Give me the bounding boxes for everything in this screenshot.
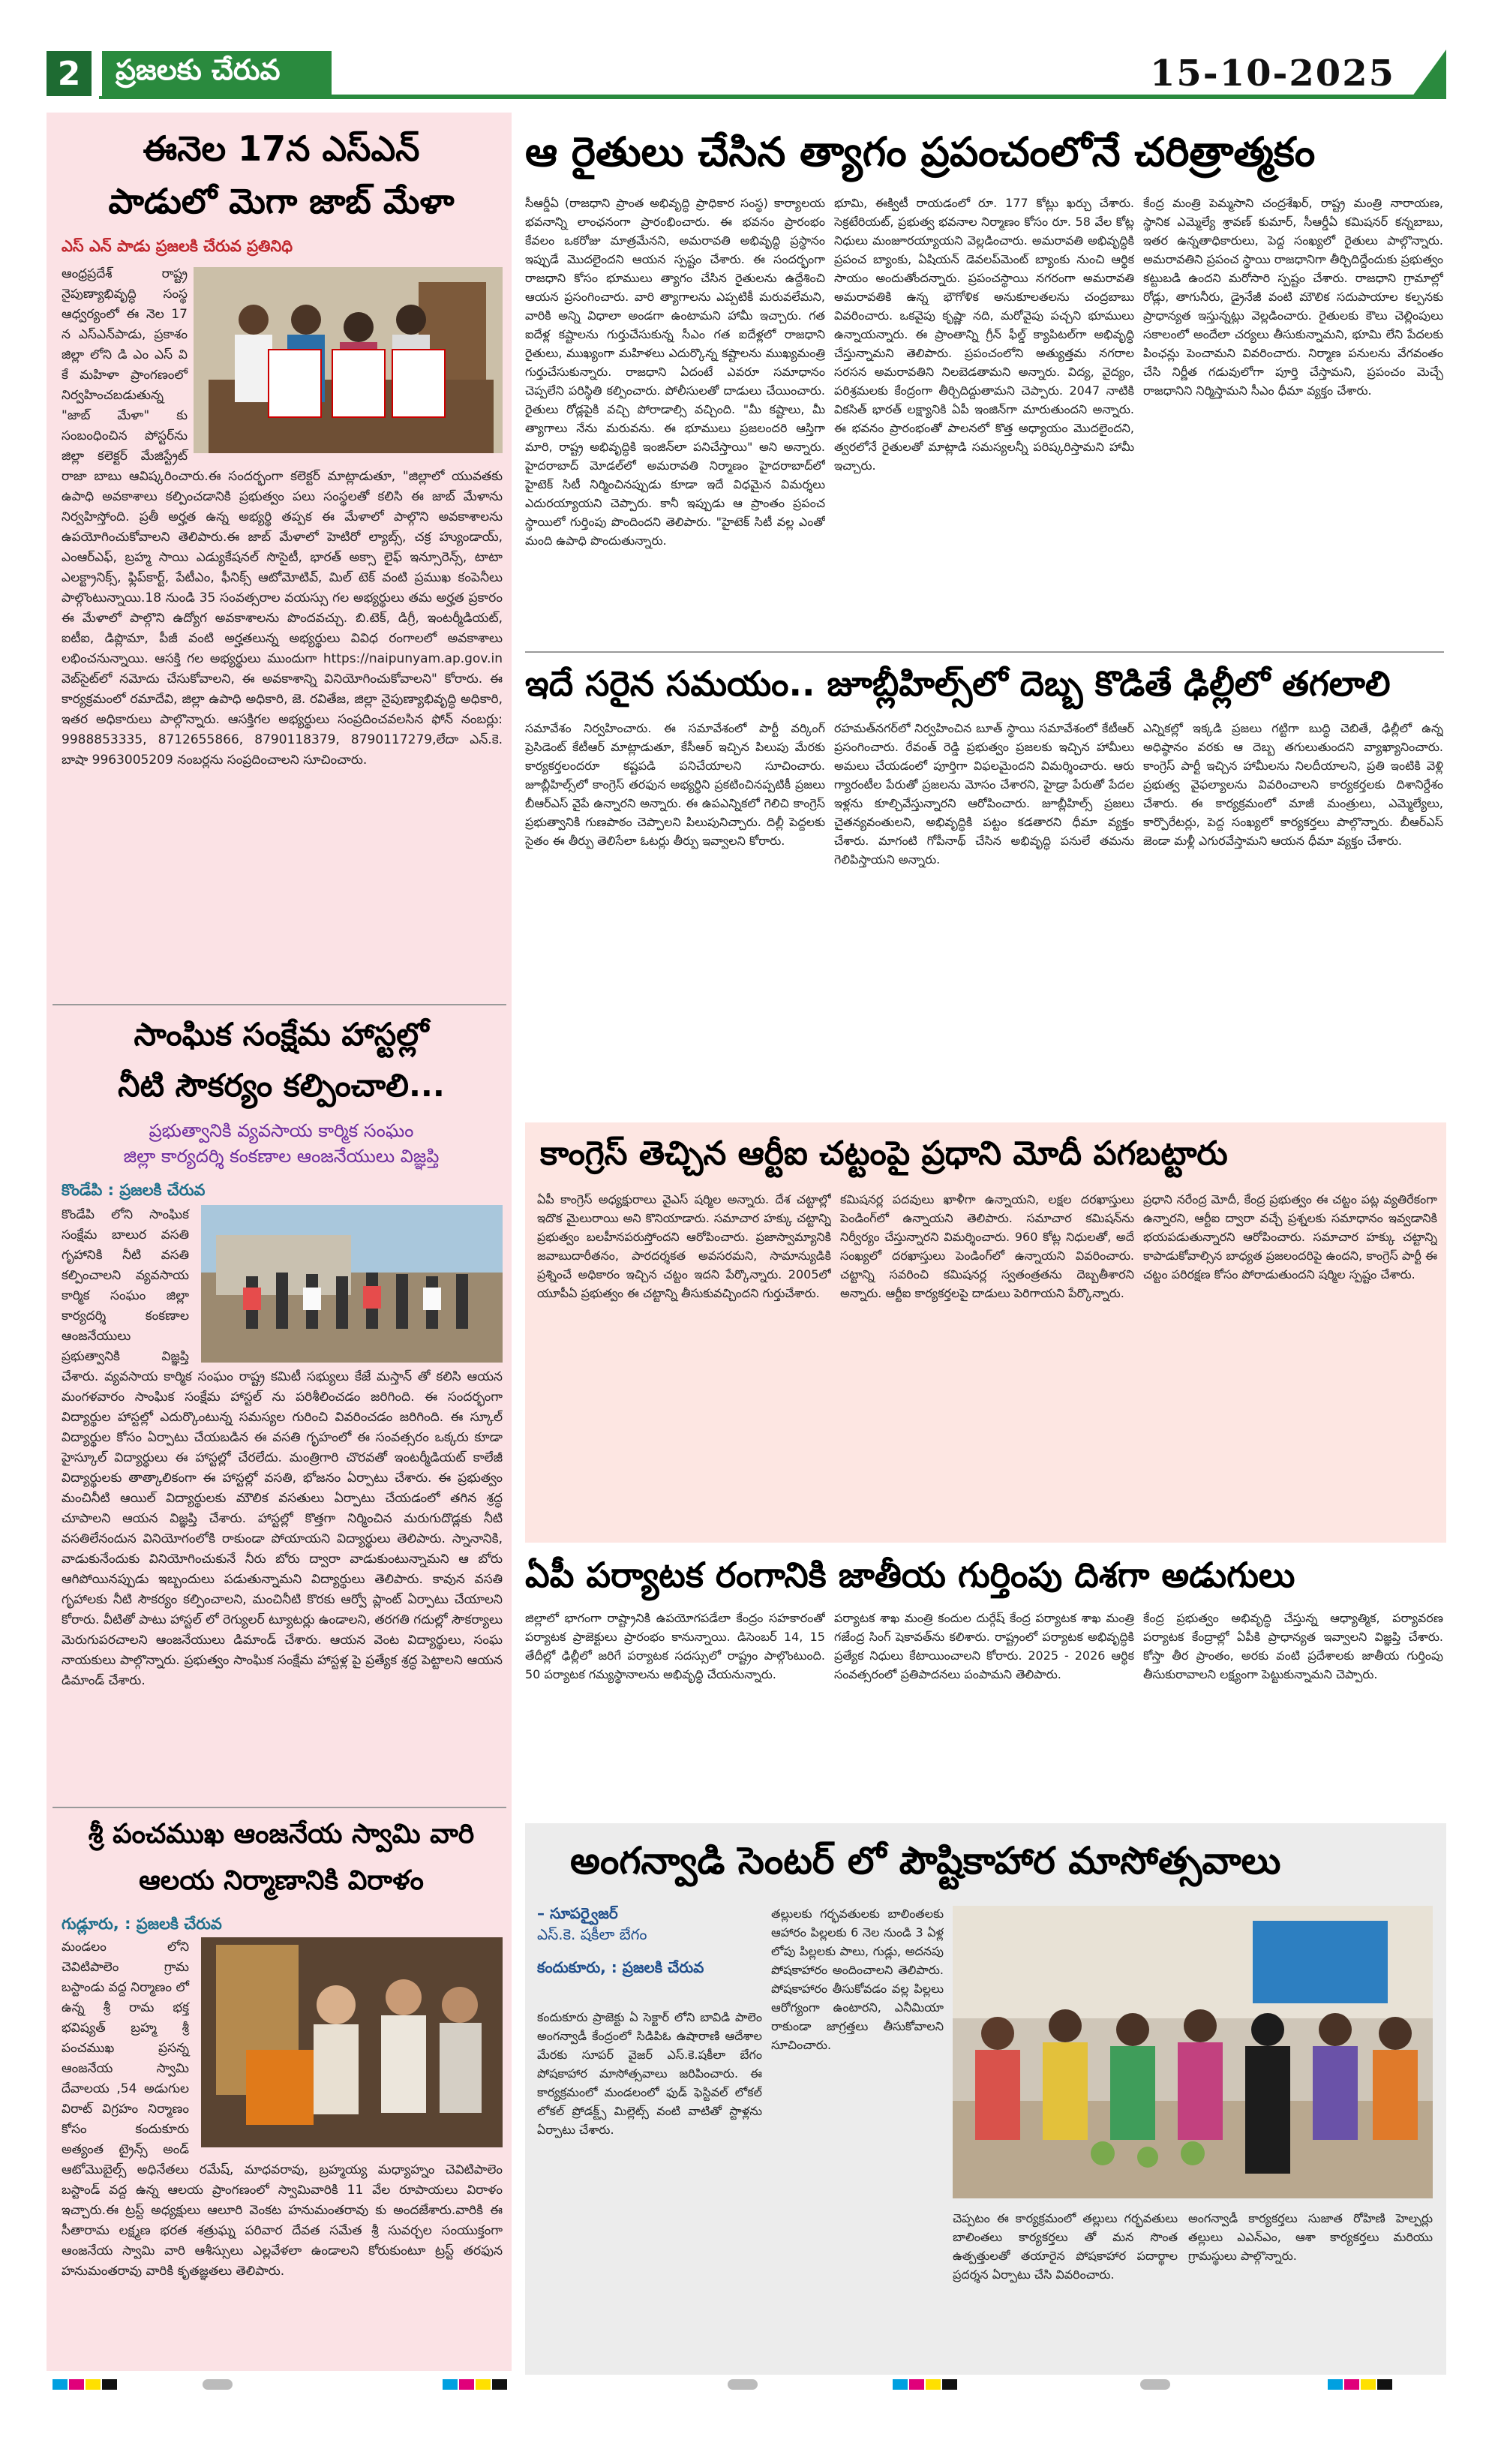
page-number: 2: [47, 51, 92, 96]
tourism-headline: ఏపీ పర్యాటక రంగానికి జాతీయ గుర్తింపు దిశగా అడుగులు: [525, 1555, 1295, 1595]
hostel-subhead-line2: జిల్లా కార్యదర్శి కంకణాల ఆంజనేయులు విజ్ఞప్తి: [123, 1146, 440, 1167]
farmers-col-1: సీఆర్డీఏ (రాజధాని ప్రాంత అభివృద్ధి ప్రాధికార సంస్థ) కార్యాలయ భవనాన్ని లాంఛనంగా ప్రారంభించారు. ఈ భవనం ప్రారంభం కేవలం ఒకరోజు మాత్రమేనని, అమరావతి అభివృద్ధి ప్రస్థానం ఇప్పుడే మొదలైందని ఆయన స్పష్టం చేశారు. ఈ సందర్భంగా రాజధాని కోసం భూములు త్యాగం చేసిన రైతులను ఉద్దేశించి ఆయన ప్రసంగించారు. వారి త్యాగాలను ఎప్పటికీ మరువలేమని, వారికి అన్ని విధాలా అండగా ఉంటామని హామీ ఇచ్చారు. గత ఐదేళ్ల కష్టాలను గుర్తుచేసుకున్న సీఎం గత ఐదేళ్లలో రాజధాని రైతులు, ముఖ్యంగా మహిళలు ఎదుర్కొన్న కష్టాలను ముఖ్యమంత్రి గుర్తుచేసుకున్నారు. రాజధాని ఏదంటే ఎవరూ సమాధానం చెప్పలేని పరిస్థితి కల్పించారు. పోలీసులతో దాడులు చేయించారు. రైతులు రోడ్లపైకి వచ్చి పోరాడాల్సి వచ్చింది. "మీ కష్టాలు, మీ త్యాగాలు నేను మరువను. ఈ భూములు ప్రజలందరి ఆస్తిగా మారి, రాష్ట్ర అభివృద్ధికి ఇంజిన్‌లా పనిచేస్తాయి" అని అన్నారు. హైదరాబాద్ మోడల్‌లో అమరావతి నిర్మాణం హైదరాబాద్‌లో హైటెక్ సిటీ నిర్మించినప్పుడు కూడా ఇదే విధమైన విమర్శలు ఎదురయ్యాయని చెప్పారు. కానీ ఇప్పుడు ఆ ప్రాంతం ప్రపంచ స్థాయిలో గుర్తింపు పొందిందని తెలిపారు. "హైటెక్ సిటీ వల్ల ఎంతో మంది ఉపాధి పొందుతున్నారు.: [525, 196, 825, 548]
temple-body-text: మండలం లోని చెవిటిపాలెం గ్రామ బస్టాండు వద్ద నిర్మాణం లో ఉన్న శ్రీ రామ భక్త భవిష్యత్ బ్రహ్మ శ్రీ పంచముఖ ప్రసన్న ఆంజనేయ స్వామి దేవాలయ ,54 అడుగుల విరాట్ విగ్రహం నిర్మాణం కోసం కందుకూరు అత్యంత ట్రైన్స్ అండ్ ఆటోమొబైల్స్ అధినేతలు రమేష్, మాధవరావు, బ్రహ్మయ్య మధ్యాహ్నం చెవిటిపాలెం బస్టాండ్ వద్ద ఉన్న ఆలయ ప్రాంగణంలో స్వామివారికి 11 వేల రూపాయలు విరాళం ఇచ్చారు.ఈ ట్రస్ట్ అధ్యక్షులు ఆలూరి వెంకట హనుమంతరావు కు అందజేశారు.వారికి ఈ సీతారామ లక్ష్మణ భరత శత్రుఘ్న పరివార దేవత సమేత శ్రీ సువర్చల సంయుక్తంగా ఆంజనేయ స్వామి వారి ఆశీస్సులు ఎల్లవేళలా ఉండాలని కోరుకుంటూ ట్రస్ట్ తరఫున హనుమంతరావు వారికి కృతజ్ఞతలు తెలిపారు.: [62, 1940, 503, 2279]
issue-date: 15-10-2025: [1149, 53, 1395, 95]
anganwadi-col-4: అంగన్వాడీ కార్యకర్తలు సుజాత రోహిణి హెల్పర్లు తల్లులు ఎఎన్ఎం, ఆశా కార్యకర్తలు మరియు గ్రామస్థులు పాల్గొన్నారు.: [1188, 2211, 1433, 2263]
jubilee-col-1: సమావేశం నిర్వహించారు. ఈ సమావేశంలో పార్టీ వర్కింగ్ ప్రెసిడెంట్ కేటీఆర్ మాట్లాడుతూ, కేసీఆర్ ఇచ్చిన పిలుపు మేరకు కార్యకర్తలందరూ కష్టపడి పనిచేయాలని సూచించారు. జూబ్లీహిల్స్‌లో కాంగ్రెస్ తరఫున అభ్యర్థిని ప్రకటించినప్పటికీ ప్రజలు బీఆర్ఎస్ వైపే ఉన్నారని అన్నారు. ఈ ఉపఎన్నికలో గెలిచి కాంగ్రెస్ ప్రభుత్వానికి గుణపాఠం చెప్పాలని పిలుపునిచ్చారు. దిల్లీ పెద్దలకు సైతం ఈ తీర్పు తెలిసేలా ఓటర్లు తీర్పు ఇవ్వాలని కోరారు.: [525, 721, 825, 848]
tourism-col-1: జిల్లాలో భాగంగా రాష్ట్రానికి ఉపయోగపడేలా కేంద్రం సహకారంతో పర్యాటక ప్రాజెక్టులు ప్రారంభం కానున్నాయి. డిసెంబర్ 14, 15 తేదీల్లో ఢిల్లీలో జరిగే పర్యాటక సదస్సులో రాష్ట్రం పాల్గొంటుంది. 50 పర్యాటక గమ్యస్థానాలను అభివృద్ధి చేయనున్నారు.: [525, 1611, 825, 1681]
temple-photo-illustration: [201, 1937, 503, 2147]
farmers-col-2: భూమి, ఈక్విటీ రాయడంలో రూ. 177 కోట్లు ఖర్చు చేశారు. సెక్రటేరియట్, ప్రభుత్వ భవనాల నిర్మాణం కోసం రూ. 58 వేల కోట్ల నిధులు మంజూరయ్యాయని వెల్లడించారు. అమరావతి అభివృద్ధికి ప్రపంచ బ్యాంకు, ఏషియన్ డెవలప్‌మెంట్ బ్యాంకు నుంచి ఆర్థిక సాయం అందుతోందన్నారు. ప్రపంచస్థాయి నగరంగా అమరావతి అమరావతికి ఉన్న భౌగోళిక అనుకూలతలను చంద్రబాబు వివరించారు. ఒకవైపు కృష్ణా నది, మరోవైపు పచ్చని భూములు ఉన్నాయన్నారు. ఈ ప్రాంతాన్ని గ్రీన్ ఫీల్డ్ క్యాపిటల్‌గా అభివృద్ధి చేస్తున్నామని తెలిపారు. ప్రపంచంలోని అత్యుత్తమ నగరాల సరసన అమరావతిని నిలబెడతామని అన్నారు. విద్య, వైద్యం, పరిశ్రమలకు కేంద్రంగా తీర్చిదిద్దుతామని చెప్పారు. 2047 నాటికి వికసిత్ భారత్ లక్ష్యానికి ఏపీ ఇంజిన్‌గా మారుతుందని అన్నారు. ఈ భవనం ప్రారంభంతో పాలనలో కొత్త అధ్యాయం మొదలైందని, త్వరలోనే రైతులతో మాట్లాడి సమస్యలన్నీ పరిష్కరిస్తామని హామీ ఇచ్చారు.: [834, 196, 1134, 473]
temple-title-line1: శ్రీ పంచముఖ ఆంజనేయ స్వామి వారి: [88, 1819, 475, 1850]
anganwadi-caption: చెప్పటం ఈ కార్యక్రమంలో తల్లులు గర్భవతులు బాలింతలు కార్యకర్తలు తో మన సొంత ఉత్పత్తులతో తయారైన పోషకాహార పదార్థాల ప్రదర్శన ఏర్పాటు చేసి వివరించారు.: [953, 2211, 1178, 2282]
hostel-body-text: కొండేపి లోని సాంఘిక సంక్షేమ బాలుర వసతి గృహానికి నీటి వసతి కల్పించాలని వ్యవసాయ కార్మిక సంఘం జిల్లా కార్యదర్శి కంకణాల ఆంజనేయులు ప్రభుత్వానికి విజ్ఞప్తి చేశారు. వ్యవసాయ కార్మిక సంఘం రాష్ట్ర కమిటీ సభ్యులు కేజే మస్తాన్ తో కలిసి ఆయన మంగళవారం సాంఘిక సంక్షేమ హాస్టల్ ను పరిశీలించడం జరిగింది. ఈ సందర్భంగా విద్యార్థుల హాస్టల్లో ఎదుర్కొంటున్న సమస్యల గురించి వివరించడం జరిగింది. ఈ స్కూల్ విద్యార్థుల కోసం ఏర్పాటు చేయబడిన ఈ వసతి గృహంలో ఈ సంవత్సరం ఒక్కరు కూడా హైస్కూల్ విద్యార్థులు ఈ హాస్టల్లో చేరలేదు. మంత్రిగారి చొరవతో ఇంటర్మీడియట్ కాలేజీ విద్యార్థులకు తాత్కాలికంగా ఈ హాస్టల్లో వసతి, భోజనం ఏర్పాటు చేశారు. ఈ ప్రభుత్వం మంచినీటి ఆయిల్ విద్యార్థులకు మౌలిక వసతులు ఏర్పాటు చేయడంలో తగిన శ్రద్ధ చూపాలని ఆయన విజ్ఞప్తి చేశారు. హాస్టల్లో కొత్తగా నిర్మించిన మరుగుదొడ్లకు నీటి వసతిలేనందున వినియోగంలోకి రాకుండా పోయాయని విద్యార్థులు తెలిపారు. స్నానానికి, వాడుకునేందుకు వినియోగించుకునే నీరు బోరు ద్వారా వాడుకుంటున్నామని ఆ బోరు ఆగిపోయినప్పుడు ఇబ్బందులు పడుతున్నామని విద్యార్థులు తెలిపారు. కావున వసతి గృహాలకు నీటి సౌకర్యం కల్పించాలని, మంచినీటి కొరకు ఆర్వో ప్లాంట్ ఏర్పాటు చేయాలని కోరారు. వీటితో పాటు హాస్టల్ లో రెగ్యులర్ ట్యూటర్లు ఉండాలని, తరగతి గదుల్లో సౌకర్యాలు మెరుగుపరచాలని ఆంజనేయులు డిమాండ్ చేశారు. ఆయన వెంట విద్యార్థులు, సంఘ నాయకులు పాల్గొన్నారు. ప్రభుత్వం సాంఘిక సంక్షేమ హాస్టళ్ల పై ప్రత్యేక శ్రద్ధ పెట్టాలని ఆయన డిమాండ్ చేశారు.: [62, 1207, 503, 1688]
rti-headline: కాంగ్రెస్ తెచ్చిన ఆర్టీఐ చట్టంపై ప్రధాని మోదీ పగబట్టారు: [540, 1134, 1228, 1173]
rti-col-2: కమిషనర్ల పదవులు ఖాళీగా ఉన్నాయని, లక్షల దరఖాస్తులు పెండింగ్‌లో ఉన్నాయని తెలిపారు. సమాచార కమిషన్‌ను నిర్వీర్యం చేస్తున్నారని విమర్శించారు. 960 కోట్ల నిధులతో, అదే సంఖ్యలో దరఖాస్తులు పెండింగ్‌లో ఉన్నాయని వివరించారు. చట్టాన్ని సవరించి కమిషనర్ల స్వతంత్రతను దెబ్బతీశారని అన్నారు. ఆర్టీఐ కార్యకర్తలపై దాడులు పెరిగాయని పేర్కొన్నారు.: [840, 1192, 1134, 1300]
right-divider-1: [525, 651, 1444, 653]
job-mela-title-line2: పాడులో మెగా జాబ్ మేళా: [108, 181, 455, 221]
job-mela-title-line1: ఈనెల 17న ఎస్ఎన్: [143, 128, 420, 169]
hostel-photo: [201, 1205, 503, 1363]
anganwadi-col-1: కందుకూరు ప్రాజెక్టు ఏ సెక్టార్ లోని బావిడి పాలెం అంగన్వాడీ కేంద్రంలో సిడిపిఓ ఉషారాణి ఆదేశాల మేరకు సూపర్ వైజర్ ఎస్.కె.షకీలా బేగం పోషకాహార మాసోత్సవాలు జరిపించారు. ఈ కార్యక్రమంలో మండలంలో ఫుడ్ ఫెస్టివల్ లోకల్ లోకల్ ప్రోడక్ట్స్ మిల్లెట్స్ వంటి వాటితో స్టాళ్లను ఏర్పాటు చేశారు.: [537, 2010, 762, 2137]
hostel-byline: కొండేపి : ప్రజలకి చేరువ: [62, 1181, 206, 1199]
photo-float-spacer: [188, 264, 503, 458]
temple-title-line2: ఆలయ నిర్మాణానికి విరాళం: [139, 1865, 424, 1896]
masthead: ప్రజలకు చేరువ: [99, 51, 332, 96]
jubilee-col-3: ఎన్నికల్లో ఇక్కడి ప్రజలు గట్టిగా బుద్ధి చెబితే, ఢిల్లీలో ఉన్న అధిష్ఠానం వరకు ఆ దెబ్బ తగులుతుందని వ్యాఖ్యానించారు. కాంగ్రెస్ పార్టీ ఇచ్చిన హామీలను నిలదీయాలని, ప్రతి ఇంటికి వెళ్లి ప్రభుత్వ వైఫల్యాలను వివరించాలని కార్యకర్తలకు దిశానిర్దేశం చేశారు. ఈ కార్యక్రమంలో మాజీ మంత్రులు, ఎమ్మెల్యేలు, కార్పొరేటర్లు, పెద్ద సంఖ్యలో కార్యకర్తలు పాల్గొన్నారు. బీఆర్ఎస్ జెండా మళ్లీ ఎగురవేస్తామని ఆయన ధీమా వ్యక్తం చేశారు.: [1143, 721, 1443, 848]
tourism-col-3: కేంద్ర ప్రభుత్వం అభివృద్ధి చేస్తున్న ఆధ్యాత్మిక, పర్యావరణ పర్యాటక కేంద్రాల్లో ఏపీకి ప్రాధాన్యత ఇవ్వాలని విజ్ఞప్తి చేశారు. కోస్తా తీర ప్రాంతం, అరకు వంటి ప్రదేశాలకు జాతీయ గుర్తింపు తీసుకురావాలని లక్ష్యంగా పెట్టుకున్నామని చెప్పారు.: [1143, 1611, 1443, 1681]
anganwadi-byline-role: – సూపర్వైజర్: [537, 1904, 618, 1922]
job-mela-byline: ఎస్ ఎన్ పాడు ప్రజలకి చేరువ ప్రతినిధి: [62, 237, 293, 255]
temple-photo: [201, 1937, 503, 2147]
jubilee-headline: ఇదే సరైన సమయం.. జూబ్లీహిల్స్‌లో దెబ్బ కొడితే ఢిల్లీలో తగలాలి: [525, 663, 1391, 704]
hostel-title-line2: నీటి సౌకర్యం కల్పించాలి...: [118, 1067, 445, 1104]
anganwadi-byline-name: ఎస్.కె. షకీలా బేగం: [537, 1925, 647, 1943]
hostel-title-line1: సాంఘిక సంక్షేమ హాస్టల్లో: [134, 1016, 429, 1053]
hostel-subhead-line1: ప్రభుత్వానికి వ్యవసాయ కార్మిక సంఘం: [149, 1120, 414, 1141]
anganwadi-col-2: తల్లులకు గర్భవతులకు బాలింతలకు ఆహారం పిల్లలకు 6 నెల నుండి 3 ఏళ్ల లోపు పిల్లలకు పాలు, గుడ్లు, అదనపు పోషకాహారం అందించాలని తెలిపారు. పోషకాహారం తీసుకోవడం వల్ల పిల్లలు ఆరోగ్యంగా ఉంటారని, ఎనీమియా రాకుండా జాగ్రత్తలు తీసుకోవాలని సూచించారు.: [771, 1907, 944, 2052]
job-mela-body: [62, 264, 503, 999]
temple-byline: గుడ్లూరు, : ప్రజలకి చేరువ: [62, 1915, 222, 1933]
farmers-headline: ఆ రైతులు చేసిన త్యాగం ప్రపంచంలోనే చరిత్రాత్మకం: [525, 128, 1316, 176]
rti-col-1: ఏపీ కాంగ్రెస్ అధ్యక్షురాలు వైఎస్ షర్మిల అన్నారు. దేశ చట్టాల్లో ఇదొక మైలురాయి అని కొనియాడారు. సమాచార హక్కు చట్టాన్ని ప్రభుత్వం బలహీనపరుస్తోందని ఆరోపించారు. ప్రజాస్వామ్యానికి జవాబుదారీతనం, పారదర్శకత అవసరమని, సామాన్యుడికి ప్రశ్నించే అధికారం ఇచ్చిన చట్టం ఇదని పేర్కొన్నారు. 2005లో యూపీఏ ప్రభుత్వం ఈ చట్టాన్ని తీసుకువచ్చిందని గుర్తుచేశారు.: [537, 1192, 831, 1300]
job-mela-body-text: ఆంధ్రప్రదేశ్ రాష్ట్ర నైపుణ్యాభివృద్ధి సంస్థ ఆధ్వర్యంలో ఈ నెల 17 న ఎస్ఎన్‌పాడు, ప్రకాశం జిల్లా లోని డి ఎం ఎస్ వి కే మహిళా ప్రాంగణంలో నిర్వహించబడుతున్న "జాబ్ మేళా" కు సంబంధించిన పోస్టర్‌ను జిల్లా కలెక్టర్ మేజిస్ట్రేట్ రాజా బాబు ఆవిష్కరించారు.ఈ సందర్భంగా కలెక్టర్ మాట్లాడుతూ, "జిల్లాలో యువతకు ఉపాధి అవకాశాలు కల్పించడానికి ప్రభుత్వం పలు సంస్థలతో కలిసి ఈ జాబ్ మేళాను నిర్వహిస్తోంది. ప్రతీ అర్హత ఉన్న అభ్యర్థి తప్పక ఈ మేళాలో పాల్గొని అవకాశాలను ఉపయోగించుకోవాలని తెలిపారు.ఈ జాబ్ మేళాలో హెటిరో ల్యాబ్స్, చక్ర హ్యుండాయ్, ఎంఆర్ఎఫ్, బ్రహ్మ సాయి ఎడ్యుకేషనల్ సొసైటీ, భారత్ అక్సా లైఫ్ ఇన్సూరెన్స్, టాటా ఎలక్ట్రానిక్స్, ఫ్లిప్‌కార్ట్, పేటీఎం, ఫీనిక్స్ ఆటోమోటివ్, మిల్ టెక్ వంటి ప్రముఖ కంపెనీలు పాల్గొంటున్నాయి.18 నుండి 35 సంవత్సరాల వయస్సు గల అభ్యర్థులు తమ అర్హత ప్రకారం ఈ మేళాలో పాల్గొని ఉద్యోగ అవకాశాలను పొందవచ్చు. బి.టెక్, డిగ్రీ, ఇంటర్మీడియట్, ఐటీఐ, డిప్లొమా, పీజీ వంటి అర్హతలున్న అభ్యర్థులు వివిధ రంగాలలో అవకాశాలు లభించనున్నాయి. ఆసక్తి గల అభ్యర్థులు ముందుగా https://naipunyam.ap.gov.in వెబ్‌సైట్‌లో నమోదు చేసుకోవాలని, ఈ అవకాశాన్ని వినియోగించుకోవాలని" కోరారు. ఈ కార్యక్రమంలో రమాదేవి, జిల్లా ఉపాధి అధికారి, జె. రవితేజ, జిల్లా నైపుణ్యాభివృద్ధి అధికారి, ఇతర అధికారులు పాల్గొన్నారు. ఆసక్తిగల అభ్యర్థులు సంప్రదించవలసిన ఫోన్ నంబర్లు: 9988853335, 8712655866, 8790118379, 8790117279,లేదా ఎన్.కె. బాషా 9963005209 నంబర్లను సంప్రదించాలని సూచించారు.: [62, 266, 503, 768]
farmers-col-3: కేంద్ర మంత్రి పెమ్మసాని చంద్రశేఖర్, రాష్ట్ర మంత్రి నారాయణ, స్థానిక ఎమ్మెల్యే శ్రావణ్ కుమార్, సీఆర్డీఏ కమిషనర్ కన్నబాబు, ఇతర ఉన్నతాధికారులు, పెద్ద సంఖ్యలో రైతులు పాల్గొన్నారు. అమరావతిని ప్రపంచ స్థాయి రాజధానిగా తీర్చిదిద్దేందుకు ప్రభుత్వం కట్టుబడి ఉందని మరోసారి స్పష్టం చేశారు. రాజధాని గ్రామాల్లో రోడ్లు, తాగునీరు, డ్రైనేజీ వంటి మౌలిక సదుపాయాల కల్పనకు ప్రాధాన్యత ఇస్తున్నట్లు వెల్లడించారు. రైతులకు కౌలు చెల్లింపులు సకాలంలో అందేలా చర్యలు తీసుకున్నామని, భూమి లేని పేదలకు పింఛన్లు పెంచామని వివరించారు. నిర్మాణ పనులను వేగవంతం చేసి నిర్ణీత గడువులోగా పూర్తి చేస్తామని, ప్రపంచం మెచ్చే రాజధానిని నిర్మిస్తామని సీఎం ధీమా వ్యక్తం చేశారు.: [1143, 196, 1443, 398]
registration-marks: [53, 2379, 1448, 2390]
anganwadi-dateline: కందుకూరు, : ప్రజలకి చేరువ: [537, 1958, 704, 1976]
print-registration-strip: [53, 2378, 1448, 2389]
rti-col-3: ప్రధాని నరేంద్ర మోదీ, కేంద్ర ప్రభుత్వం ఈ చట్టం పట్ల వ్యతిరేకంగా ఉన్నారని, ఆర్టీఐ ద్వారా వచ్చే ప్రశ్నలకు సమాధానం ఇవ్వడానికి భయపడుతున్నారని ఆరోపించారు. సమాచార హక్కు చట్టాన్ని కాపాడుకోవాల్సిన బాధ్యత ప్రజలందరిపై ఉందని, కాంగ్రెస్ పార్టీ ఈ చట్టం పరిరక్షణ కోసం పోరాడుతుందని షర్మిల స్పష్టం చేశారు.: [1143, 1192, 1437, 1282]
tourism-col-2: పర్యాటక శాఖ మంత్రి కందుల దుర్గేష్ కేంద్ర పర్యాటక శాఖ మంత్రి గజేంద్ర సింగ్ షెకావత్‌ను కలిశారు. రాష్ట్రంలో పర్యాటక అభివృద్ధికి ప్రత్యేక నిధులు కేటాయించాలని కోరారు. 2025 - 2026 ఆర్థిక సంవత్సరంలో ప్రతిపాదనలు పంపామని తెలిపారు.: [834, 1611, 1134, 1681]
left-divider-1: [53, 1004, 506, 1005]
anganwadi-photo-illustration: [953, 1906, 1433, 2198]
header-wedge: [1410, 50, 1446, 99]
hostel-photo-illustration: [201, 1205, 503, 1363]
anganwadi-headline: అంగన్వాడి సెంటర్ లో పౌష్టికాహార మాసోత్సవాలు: [570, 1839, 1281, 1883]
left-divider-2: [53, 1807, 506, 1808]
jubilee-col-2: రహమత్‌నగర్‌లో నిర్వహించిన బూత్ స్థాయి సమావేశంలో కేటీఆర్ ప్రసంగించారు. రేవంత్ రెడ్డి ప్రభుత్వం ప్రజలకు ఇచ్చిన హామీలు అమలు చేయడంలో పూర్తిగా విఫలమైందని విమర్శించారు. ఆరు గ్యారంటీల పేరుతో ప్రజలను మోసం చేశారని, హైడ్రా పేరుతో పేదల ఇళ్లను కూల్చివేస్తున్నారని ఆరోపించారు. జూబ్లీహిల్స్ ప్రజలు చైతన్యవంతులని, అభివృద్ధికి పట్టం కడతారని ధీమా వ్యక్తం చేశారు. మాగంటి గోపీనాథ్ చేసిన అభివృద్ధి పనులే తమను గెలిపిస్తాయని అన్నారు.: [834, 721, 1134, 867]
anganwadi-photo: [953, 1906, 1433, 2198]
